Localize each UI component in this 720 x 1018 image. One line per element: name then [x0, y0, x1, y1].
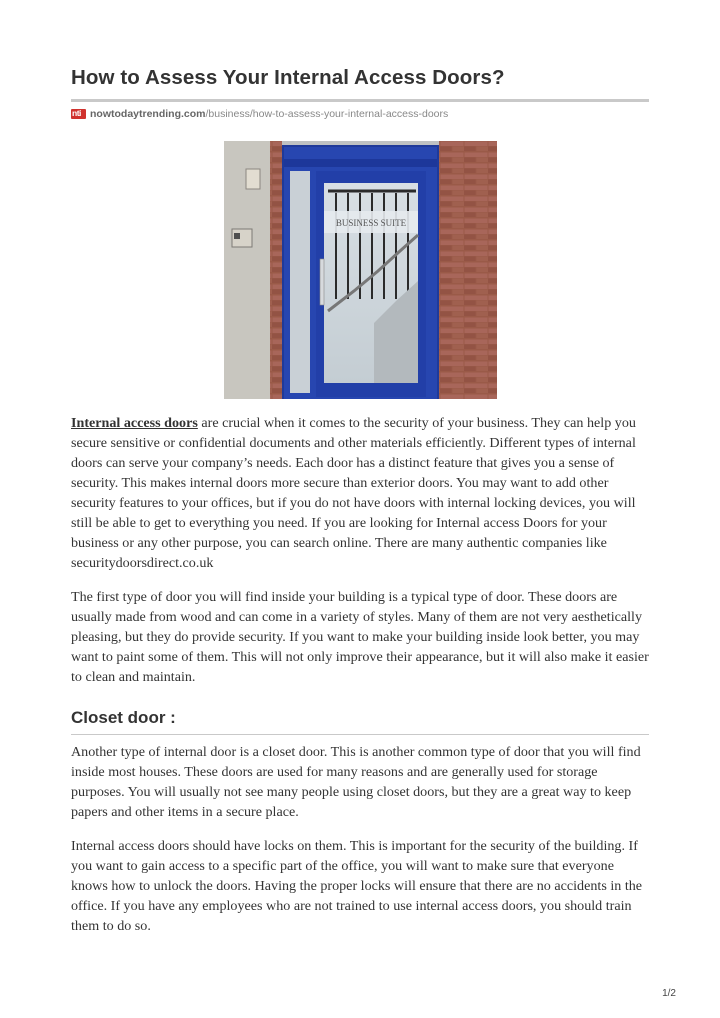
article-paragraph-3: Another type of internal door is a closet door. This is another common type of door that you will find inside most houses. These doors are used for many reasons and are generally used for storage purposes. You will usually not see many people using closet doors, but they are a great way to keep papers and other items in a secure place. — [71, 744, 641, 820]
page-indicator: 1/2 — [662, 988, 676, 999]
source-line — [71, 107, 448, 121]
article-paragraph-2: The first type of door you will find inside your building is a typical type of door. These doors are usually made from wood and can come in a variety of styles. Many of them are not very aesthetically pleasing, but they do provide security. If you want to make your building inside look better, you may want to paint some of them. This will not only improve their appearance, but it will also make it easier to clean and maintain. — [71, 589, 649, 685]
door-sign-text: BUSINESS SUITE — [335, 218, 407, 228]
door-handle — [320, 259, 324, 305]
internal-access-doors-link[interactable]: Internal access doors — [71, 415, 198, 431]
title-divider — [71, 99, 649, 102]
article-paragraph-1: Internal access doors are crucial when it comes to the security of your business. They can help you secure sensitive or confidential documents and other materials efficiently. Different types of internal doors can serve your company’s needs. Each door has a distinct feature that gives you a sense of security. This makes internal doors more secure than exterior doors. You may want to add other security features to your offices, but if you do not have doors with internal locking devices, you will still be able to get to everything you need. If you are looking for Internal access Doors for your business or any other purpose, you can search online. There are many authentic companies like securitydoorsdirect.co.uk — [71, 415, 636, 571]
site-logo-icon: nti — [71, 109, 86, 119]
section-divider — [71, 734, 649, 735]
section-heading-closet-door: Closet door : — [71, 708, 176, 727]
brick-wall-right — [439, 141, 497, 399]
source-domain-link[interactable]: nowtodaytrending.com — [90, 108, 206, 120]
source-path: /business/how-to-assess-your-internal-access-doors — [205, 108, 449, 120]
article-paragraph-4: Internal access doors should have locks on them. This is important for the security of the building. If you want to gain access to a specific part of the office, you will want to make sure that everyone knows how to unlock the doors. Having the proper locks will ensure that there are no accidents in the office. If you have any employees who are not trained to use internal access doors, you should train them to do so. — [71, 838, 643, 934]
page-title: How to Assess Your Internal Access Doors? — [71, 66, 505, 89]
door-photo — [224, 141, 497, 399]
